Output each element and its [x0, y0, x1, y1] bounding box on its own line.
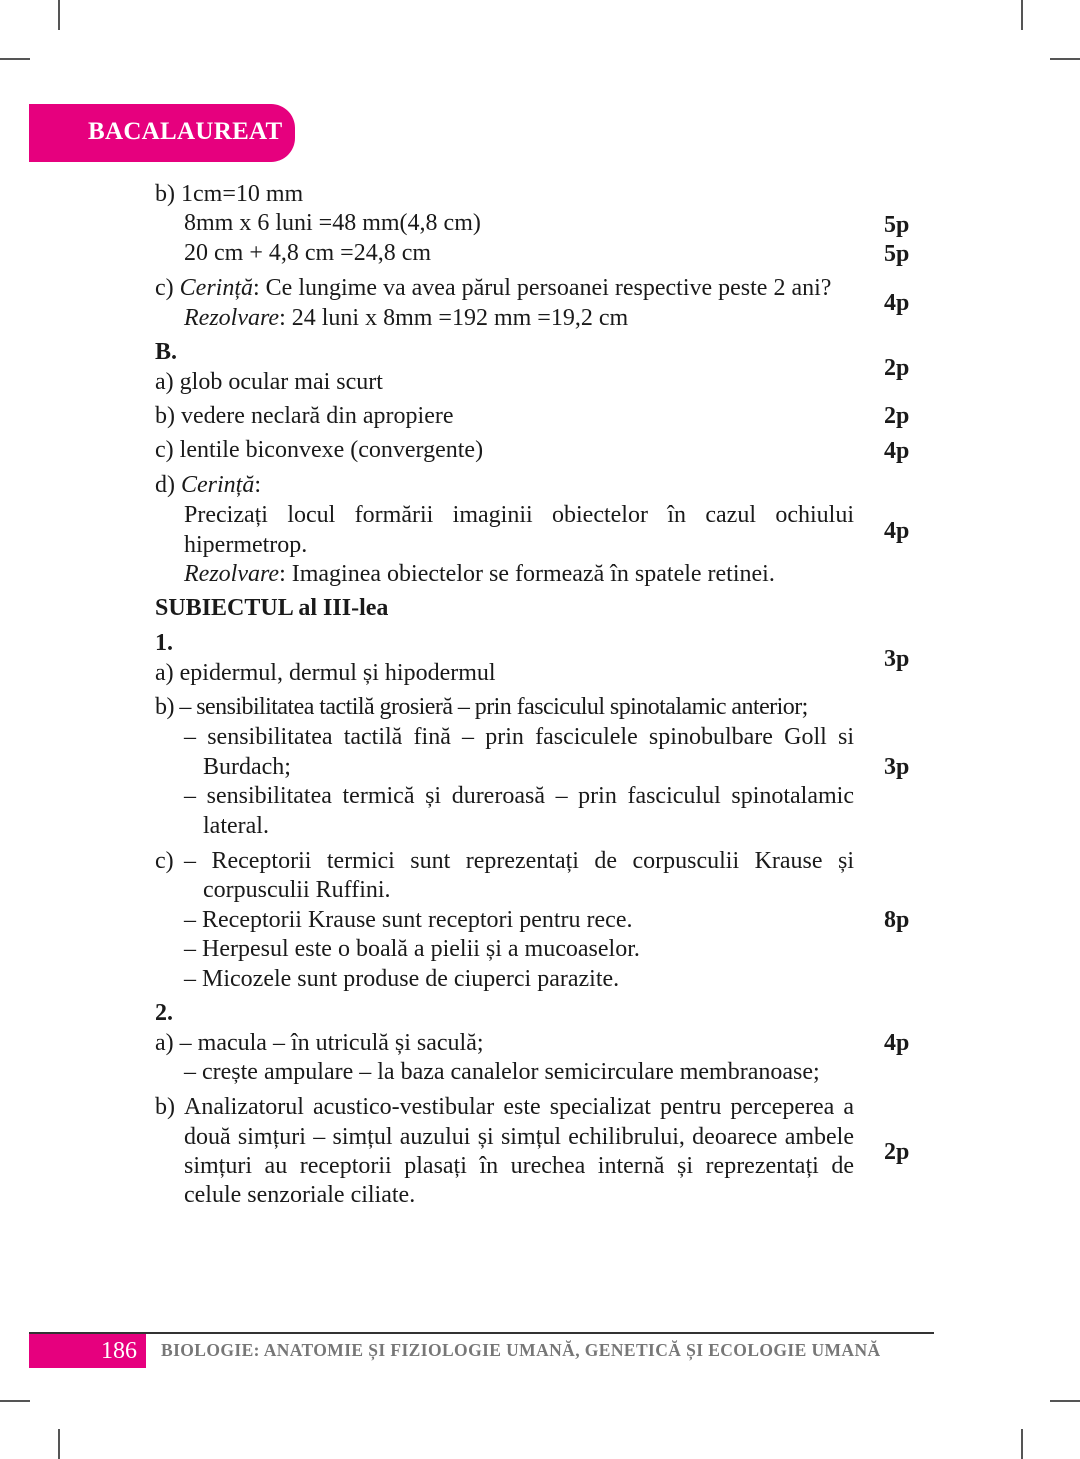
- book-title: BIOLOGIE: ANATOMIE ȘI FIZIOLOGIE UMANĂ, GENETICĂ ȘI ECOLOGIE UMANĂ: [161, 1340, 881, 1360]
- crop-mark-top-right-h: [1050, 58, 1080, 60]
- points-b-d: 4p: [884, 518, 910, 544]
- rezolvare-label: Rezolvare: [184, 561, 280, 587]
- answer-b-c: c) lentile biconvexe (convergente): [155, 437, 484, 463]
- answer-b-d-text-line1: Precizați locul formării imaginii obiectelor în cazul ochiului: [184, 502, 854, 528]
- answer-a-c-cerinta: [155, 274, 831, 302]
- points-a-b-2: 5p: [884, 241, 910, 267]
- question-1-number: 1.: [155, 630, 173, 656]
- crop-mark-top-right-v: [1021, 0, 1023, 30]
- cerinta-label: Cerință: [179, 275, 253, 301]
- answer-b-d-text-line2: hipermetrop.: [184, 532, 308, 558]
- answer-1-c-line4: – Herpesul este o boală a pielii și a mucoaselor.: [184, 936, 640, 962]
- crop-mark-bottom-right-v: [1021, 1429, 1023, 1459]
- answer-1-b-line4: – sensibilitatea termică și dureroasă – prin fasciculul spinotalamic: [184, 783, 854, 809]
- item-prefix: c): [155, 275, 180, 301]
- crop-mark-bottom-left-v: [58, 1429, 60, 1459]
- points-b-b: 2p: [884, 403, 910, 429]
- answer-2-b-line4: celule senzoriale ciliate.: [184, 1182, 416, 1208]
- answer-2-b-prefix: b): [155, 1094, 175, 1120]
- answer-2-a-line2: – crește ampulare – la baza canalelor semicirculare membranoase;: [184, 1059, 820, 1085]
- answer-2-b-line3: simțuri au receptorii plasați în urechea internă și reprezentați de: [184, 1153, 854, 1179]
- points-a-b-1: 5p: [884, 212, 910, 238]
- answer-1-a: a) epidermul, dermul și hipodermul: [155, 660, 496, 686]
- crop-mark-bottom-right-h: [1050, 1400, 1080, 1402]
- section-badge-label: BACALAUREAT: [88, 118, 283, 145]
- answer-1-b-line2: – sensibilitatea tactilă fină – prin fasciculele spinobulbare Goll si: [184, 724, 854, 750]
- answer-1-b-line5: lateral.: [203, 813, 269, 839]
- answer-1-c-line2: corpusculii Ruffini.: [203, 877, 391, 903]
- points-1-a: 3p: [884, 646, 910, 672]
- answer-1-b-line3: Burdach;: [203, 754, 291, 780]
- crop-mark-top-left-h: [0, 58, 30, 60]
- answer-a-b-line1: b) 1cm=10 mm: [155, 181, 304, 207]
- answer-b-b: b) vedere neclară din apropiere: [155, 403, 454, 429]
- colon: :: [254, 472, 262, 498]
- answer-1-c-line1: – Receptorii termici sunt reprezentați de corpusculii Krause și: [184, 848, 854, 874]
- answer-2-a-line1: a) – macula – în utriculă și saculă;: [155, 1030, 484, 1056]
- answer-2-b-line2: două simțuri – simțul auzului și simțul echilibrului, deoarece ambele: [184, 1124, 854, 1150]
- answer-1-b-line1: b) – sensibilitatea tactilă grosieră – prin fasciculul spinotalamic anterior;: [155, 694, 808, 720]
- points-2-b: 2p: [884, 1139, 910, 1165]
- footer-rule: [29, 1332, 934, 1334]
- answer-1-c-line5: – Micozele sunt produse de ciuperci parazite.: [184, 966, 620, 992]
- crop-mark-bottom-left-h: [0, 1400, 30, 1402]
- answer-a-c-rezolvare: [184, 304, 628, 332]
- points-a-c: 4p: [884, 290, 910, 316]
- answer-b-d-cerinta: [155, 471, 261, 499]
- question-2-number: 2.: [155, 1000, 173, 1026]
- page-number: 186: [101, 1338, 137, 1364]
- answer-2-b-line1: Analizatorul acustico-vestibular este specializat pentru perceperea a: [184, 1094, 854, 1120]
- answer-1-c-prefix: c): [155, 848, 174, 874]
- answer-a-b-line3: 20 cm + 4,8 cm =24,8 cm: [184, 240, 432, 266]
- points-b-a: 2p: [884, 355, 910, 381]
- rezolvare-text: : Imaginea obiectelor se formează în spatele retinei.: [279, 561, 775, 587]
- answer-b-a: a) glob ocular mai scurt: [155, 369, 383, 395]
- crop-mark-top-left-v: [58, 0, 60, 30]
- subject-iii-heading: SUBIECTUL al III-lea: [155, 595, 389, 621]
- answer-a-b-line2: 8mm x 6 luni =48 mm(4,8 cm): [184, 210, 481, 236]
- cerinta-label: Cerință: [181, 472, 255, 498]
- section-b-heading: B.: [155, 339, 178, 365]
- points-1-b: 3p: [884, 754, 910, 780]
- rezolvare-text: : 24 luni x 8mm =192 mm =19,2 cm: [279, 305, 629, 331]
- points-2-a: 4p: [884, 1030, 910, 1056]
- answer-b-d-rezolvare: [184, 560, 775, 588]
- points-1-c: 8p: [884, 907, 910, 933]
- points-b-c: 4p: [884, 438, 910, 464]
- cerinta-text: : Ce lungime va avea părul persoanei respective peste 2 ani?: [253, 275, 832, 301]
- item-prefix: d): [155, 472, 181, 498]
- answer-1-c-line3: – Receptorii Krause sunt receptori pentru rece.: [184, 907, 633, 933]
- rezolvare-label: Rezolvare: [184, 305, 280, 331]
